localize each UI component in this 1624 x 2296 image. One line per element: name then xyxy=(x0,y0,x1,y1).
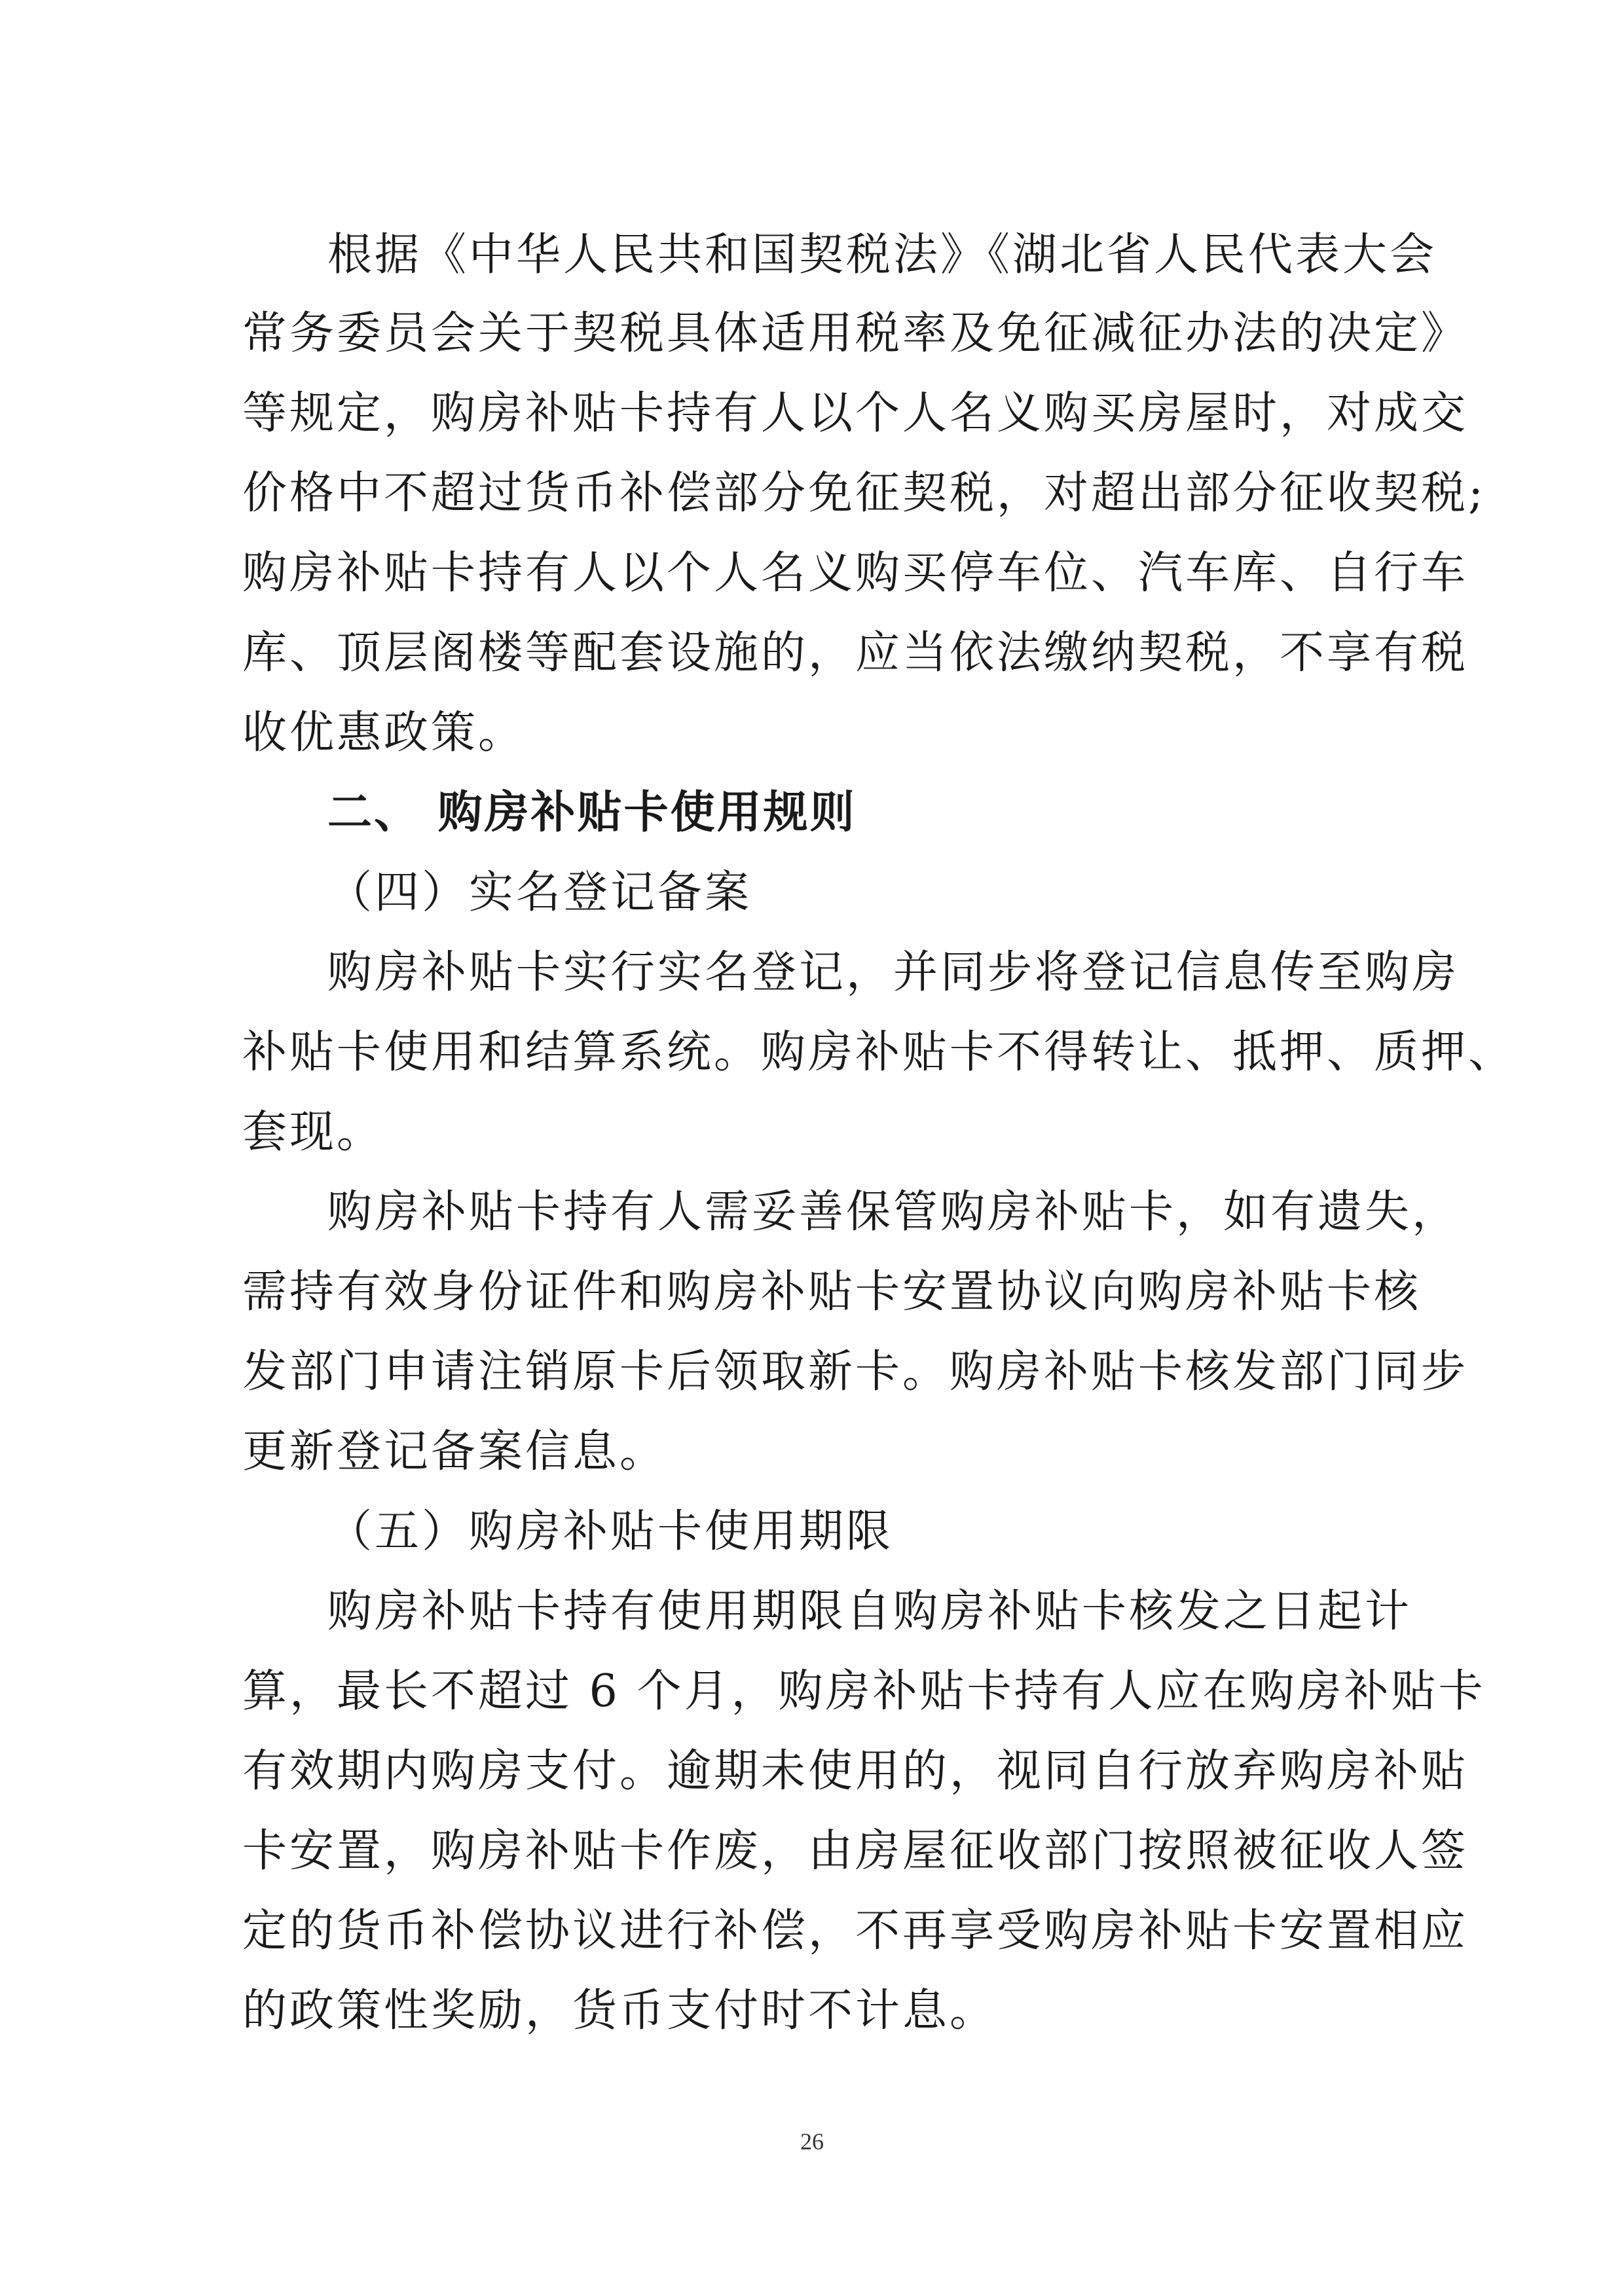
paragraph-line: 收优惠政策。 xyxy=(242,707,526,759)
page-number: 26 xyxy=(800,2128,824,2155)
paragraph-line: 需持有效身份证件和购房补贴卡安置协议向购房补贴卡核 xyxy=(242,1266,1422,1318)
paragraph-line: 购房补贴卡持有人以个人名义购买停车位、汽车库、自行车 xyxy=(242,547,1469,599)
paragraph-line: 补贴卡使用和结算系统。购房补贴卡不得转让、抵押、质押、 xyxy=(242,1027,1516,1078)
paragraph-line: 有效期内购房支付。逾期未使用的，视同自行放弃购房补贴 xyxy=(242,1745,1469,1797)
subsection-heading: （四）实名登记备案 xyxy=(327,867,752,919)
paragraph-line: 库、顶层阁楼等配套设施的，应当依法缴纳契税，不享有税 xyxy=(242,627,1469,679)
paragraph-line: 卡安置，购房补贴卡作废，由房屋征收部门按照被征收人签 xyxy=(242,1825,1469,1877)
paragraph-line: 等规定，购房补贴卡持有人以个人名义购买房屋时，对成交 xyxy=(242,388,1469,439)
paragraph-line: 定的货币补偿协议进行补偿，不再享受购房补贴卡安置相应 xyxy=(242,1905,1469,1957)
paragraph-line: 购房补贴卡持有人需妥善保管购房补贴卡，如有遗失， xyxy=(327,1186,1460,1238)
paragraph-line: 常务委员会关于契税具体适用税率及免征减征办法的决定》 xyxy=(242,308,1469,359)
paragraph-line: 价格中不超过货币补偿部分免征契税，对超出部分征收契税; xyxy=(242,467,1486,519)
paragraph-line: 发部门申请注销原卡后领取新卡。购房补贴卡核发部门同步 xyxy=(242,1346,1469,1398)
paragraph-line: 更新登记备案信息。 xyxy=(242,1426,667,1478)
section-heading: 二、 购房补贴卡使用规则 xyxy=(327,787,857,839)
paragraph-line: 算，最长不超过 6 个月，购房补贴卡持有人应在购房补贴卡 xyxy=(242,1666,1486,1717)
paragraph-line: 根据《中华人民共和国契税法》《湖北省人民代表大会 xyxy=(327,229,1437,281)
paragraph-line: 购房补贴卡持有使用期限自购房补贴卡核发之日起计 xyxy=(327,1586,1412,1637)
paragraph-line: 套现。 xyxy=(242,1106,384,1158)
paragraph-line: 的政策性奖励，货币支付时不计息。 xyxy=(242,1985,997,2037)
paragraph-line: 购房补贴卡实行实名登记，并同步将登记信息传至购房 xyxy=(327,947,1460,998)
subsection-heading: （五）购房补贴卡使用期限 xyxy=(327,1506,894,1558)
